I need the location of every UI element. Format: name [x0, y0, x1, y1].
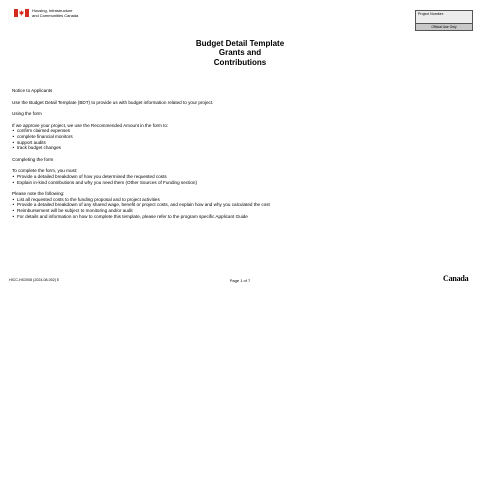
department-line-2: and Communities Canada [32, 13, 79, 18]
list-item: • Provide a detailed breakdown of any shared wage, benefit or project costs, and explain how and why you calculated the cost [12, 202, 462, 208]
completing-intro: To complete the form, you must: [12, 168, 78, 174]
project-number-box [415, 10, 473, 31]
notice-text: Use the Budget Detail Template (BDT) to provide us with budget information related to your project. [12, 99, 214, 105]
using-heading: Using the form [12, 111, 42, 117]
title-line-3: Contributions [213, 57, 267, 67]
completing-list [12, 174, 462, 185]
using-intro: If we approve your project, we use the Recommended Amount in the form to: [12, 122, 169, 128]
completing-heading: Completing the form [12, 156, 54, 162]
list-item: • support audits [12, 140, 462, 146]
note-intro: Please note the following: [12, 191, 65, 197]
note-list [12, 197, 462, 219]
list-item: • For details and information on how to complete this template, please refer to the program specific Applicant Guide [12, 214, 462, 220]
notice-heading: Notice to Applicants [12, 88, 53, 93]
list-item: • track budget changes [12, 145, 462, 151]
government-signature [14, 8, 78, 18]
project-number-label: Project Number: [418, 12, 444, 16]
page-title [0, 39, 480, 67]
list-item: • complete financial monitors [12, 134, 462, 140]
instructions-body [12, 88, 462, 219]
project-number-field[interactable] [416, 11, 472, 24]
list-item: • Explain in-kind contributions and why you need them (Other Sources of Funding section) [12, 180, 462, 186]
using-list [12, 128, 462, 150]
list-item: • Reimbursement will be subject to monitoring and/or audit [12, 208, 462, 214]
official-use-label: Official Use Only [416, 24, 472, 30]
wordmark-text: Canada [443, 274, 469, 283]
department-name [32, 8, 78, 18]
list-item: • List all requested costs to the funding proposal and to project activities [12, 197, 462, 203]
canada-flag-icon [14, 9, 29, 17]
list-item: • Provide a detailed breakdown of how you determined the requested costs [12, 174, 462, 180]
title-line-1: Budget Detail Template [195, 39, 285, 48]
department-line-1: Housing, Infrastructure [32, 8, 73, 13]
title-line-2: Grants and [218, 48, 262, 58]
page-number: Page 1 of 7 [229, 278, 251, 283]
list-item: • confirm claimed expenses [12, 128, 462, 134]
canada-wordmark [443, 274, 468, 283]
form-code: HICC-HICI008 (2024-08-002) E [9, 278, 60, 282]
